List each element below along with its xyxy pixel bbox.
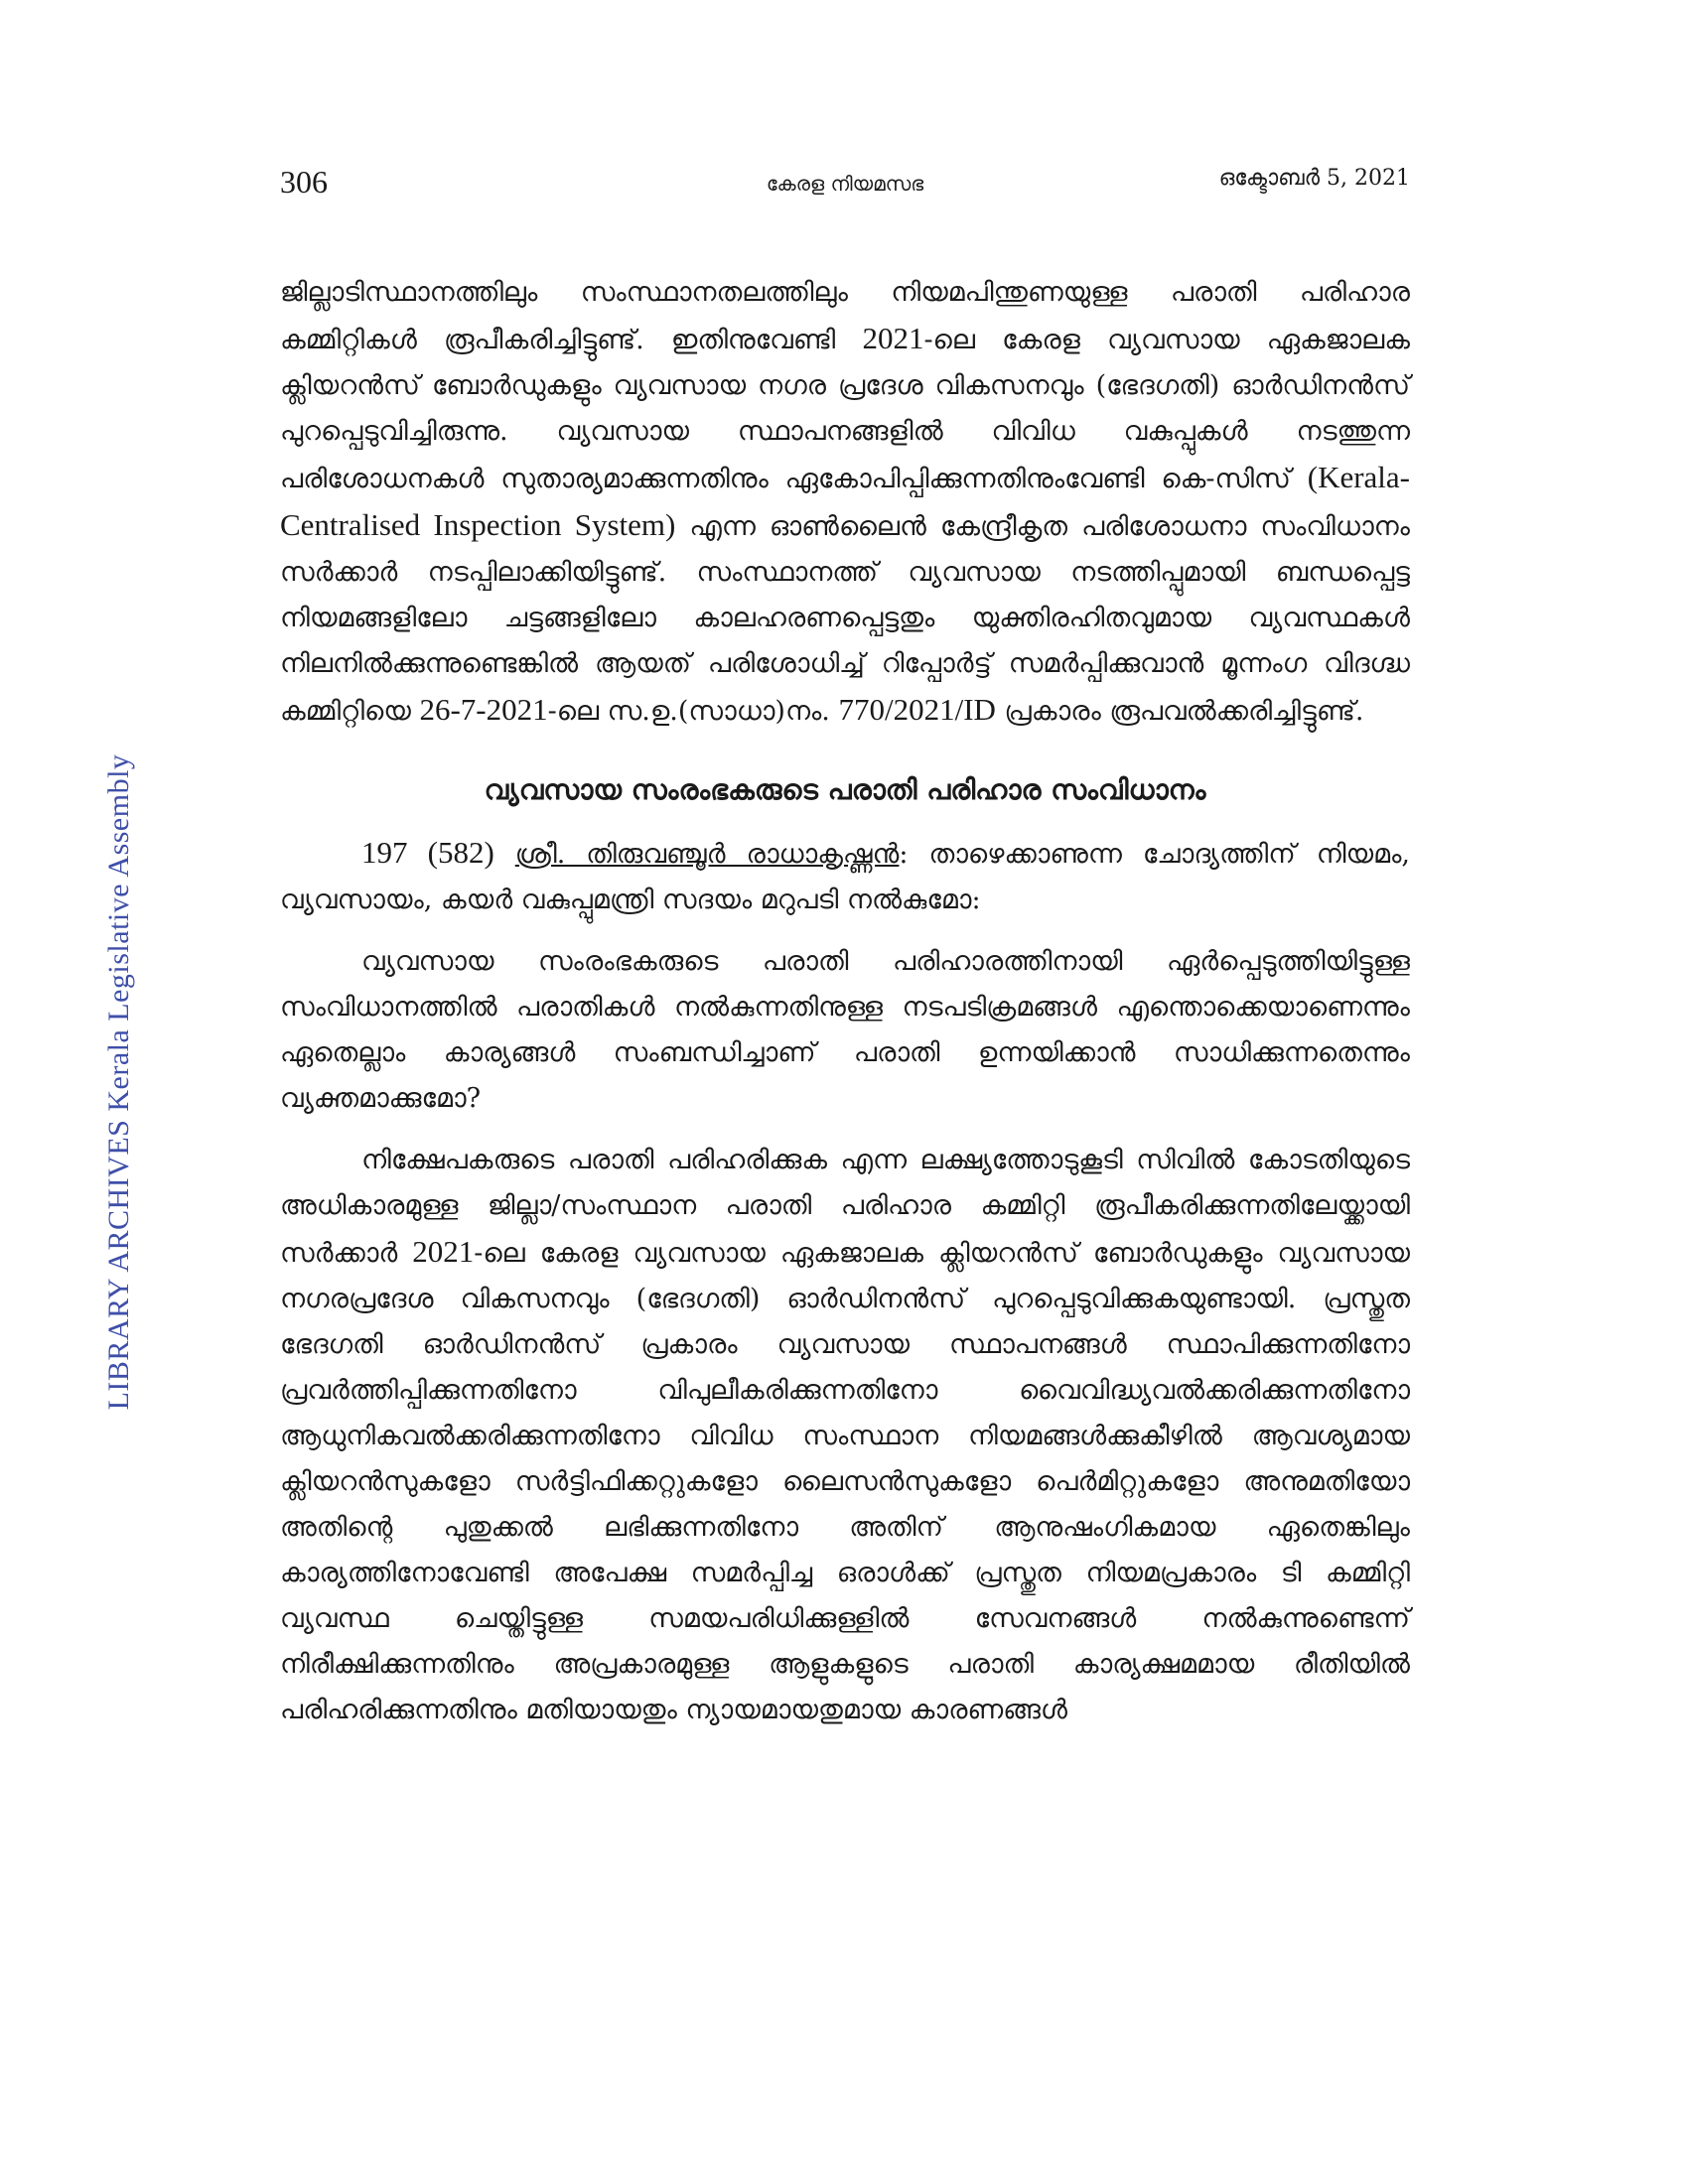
member-name: ശ്രീ. തിരുവഞ്ചൂർ രാധാകൃഷ്ണൻ (514, 839, 900, 870)
section-heading: വ്യവസായ സംരംഭകരുടെ പരാതി പരിഹാര സംവിധാനം (484, 773, 1206, 806)
intro-order-ref: 770/2021/ID (838, 692, 996, 727)
page-content (280, 270, 1410, 1733)
intro-text-1: ജില്ലാടിസ്ഥാനത്തിലും സംസ്ഥാനതലത്തിലും നിയമപിന്തുണയുള്ള പരാതി പരിഹാര കമ്മിറ്റികൾ രൂപീകരിച്ചിട്ടുണ്ട്. ഇതിനുവേണ്ടി (280, 277, 1410, 355)
watermark-text: LIBRARY ARCHIVES Kerala Legislative Assembly (102, 753, 135, 1411)
question-intro-text: : താഴെക്കാണുന്ന ചോദ്യത്തിന് നിയമം, വ്യവസായം, കയർ വകുപ്പുമന്ത്രി സദയം മറുപടി നൽകുമോ: (280, 839, 1411, 915)
page-date: ഒക്ടോബർ 5, 2021 (1218, 166, 1410, 191)
intro-text-2: -ലെ കേരള വ്യവസായ ഏകജാലക ക്ലിയറൻസ് ബോർഡുകളും വ്യവസായ നഗര പ്രദേശ വികസനവും (ഭേദഗതി) ഓർഡിനൻസ് പുറപ്പെടുവിച്ചിരുന്നു. വ്യവസായ സ്ഥാപനങ്ങളിൽ വിവിധ വകുപ്പുകൾ നടത്തുന്ന പരിശോധനകൾ സുതാര്യമാക്കുന്നതിനും ഏകോപിപ്പിക്കുന്നതിനുംവേണ്ടി കെ-സിസ് (280, 325, 1410, 494)
intro-text-3: എന്ന ഓൺലൈൻ കേന്ദ്രീകൃത പരിശോധനാ സംവിധാനം സർക്കാർ നടപ്പിലാക്കിയിട്ടുണ്ട്. സംസ്ഥാനത്ത് വ്യവസായ നടത്തിപ്പുമായി ബന്ധപ്പെട്ട നിയമങ്ങളിലോ ചട്ടങ്ങളിലോ കാലഹരണപ്പെട്ടതും യുക്തിരഹിതവുമായ വ്യവസ്ഥകൾ നിലനിൽക്കുന്നുണ്ടെങ്കിൽ ആയത് പരിശോധിച്ച് റിപ്പോർട്ട് സമർപ്പിക്കുവാൻ മൂന്നംഗ വിദഗ്ദ്ധ കമ്മിറ്റിയെ (280, 511, 1410, 727)
intro-date-ref: 26-7-2021 (419, 692, 548, 727)
intro-year: 2021 (862, 321, 924, 355)
intro-text-4: -ലെ സ.ഉ.(സാധാ)നം. (547, 696, 839, 727)
answer-year: 2021 (412, 1234, 475, 1269)
answer-paragraph (280, 1138, 1410, 1733)
page-number: 306 (280, 164, 328, 200)
answer-text-2: -ലെ കേരള വ്യവസായ ഏകജാലക ക്ലിയറൻസ് ബോർഡുകളും വ്യവസായ നഗരപ്രദേശ വികസനവും (ഭേദഗതി) ഓർഡിനൻസ് പുറപ്പെടുവിക്കുകയുണ്ടായി. പ്രസ്തുത ഭേദഗതി ഓർഡിനൻസ് പ്രകാരം വ്യവസായ സ്ഥാപനങ്ങൾ സ്ഥാപിക്കുന്നതിനോ പ്രവർത്തിപ്പിക്കുന്നതിനോ വിപുലീകരിക്കുന്നതിനോ വൈവിദ്ധ്യവൽക്കരിക്കുന്നതിനോ ആധുനികവൽക്കരിക്കുന്നതിനോ വിവിധ സംസ്ഥാന നിയമങ്ങൾക്കുകീഴിൽ ആവശ്യമായ ക്ലിയറൻസുകളോ സർട്ടിഫിക്കറ്റുകളോ ലൈസൻസുകളോ പെർമിറ്റുകളോ അനുമതിയോ അതിന്റെ പുതുക്കൽ ലഭിക്കുന്നതിനോ അതിന് ആനുഷംഗികമായ ഏതെങ്കിലും കാര്യത്തിനോവേണ്ടി അപേക്ഷ സമർപ്പിച്ച ഒരാൾക്ക് പ്രസ്തുത നിയമപ്രകാരം ടി കമ്മിറ്റി വ്യവസ്ഥ ചെയ്തിട്ടുള്ള സമയപരിധിക്കുള്ളിൽ സേവനങ്ങൾ നൽകുന്നുണ്ടെന്ന് നിരീക്ഷിക്കുന്നതിനും അപ്രകാരമുള്ള ആളുകളുടെ പരാതി കാര്യക്ഷമമായ രീതിയിൽ പരിഹരിക്കുന്നതിനും മതിയായതും ന്യായമായതുമായ കാരണങ്ങൾ (280, 1238, 1410, 1725)
intro-text-5: പ്രകാരം രൂപവൽക്കരിച്ചിട്ടുണ്ട്. (995, 696, 1364, 727)
question-number: 197 (582) (361, 835, 494, 870)
library-archives-watermark (102, 753, 135, 1411)
question-text: വ്യവസായ സംരംഭകരുടെ പരാതി പരിഹാരത്തിനായി ഏർപ്പെടുത്തിയിട്ടുള്ള സംവിധാനത്തിൽ പരാതികൾ നൽകുന്നതിനുള്ള നടപടിക്രമങ്ങൾ എന്തൊക്കെയാണെന്നും ഏതെല്ലാം കാര്യങ്ങൾ സംബന്ധിച്ചാണ് പരാതി ഉന്നയിക്കാൻ സാധിക്കുന്നതെന്നും വ്യക്തമാക്കുമോ? (280, 946, 1410, 1114)
intro-english-term: (Kerala-Centralised Inspection System) (280, 460, 1410, 542)
intro-paragraph (280, 270, 1410, 735)
running-title: കേരള നിയമസഭ (766, 172, 924, 196)
page-header (280, 164, 1410, 207)
answer-text-1: നിക്ഷേപകരുടെ പരാതി പരിഹരിക്കുക എന്ന ലക്ഷ്യത്തോടുകൂടി സിവിൽ കോടതിയുടെ അധികാരമുള്ള ജില്ലാ/സംസ്ഥാന പരാതി പരിഹാര കമ്മിറ്റി രൂപീകരിക്കുന്നതിലേയ്ക്കായി സർക്കാർ (280, 1145, 1410, 1269)
question-intro-paragraph (280, 830, 1410, 923)
